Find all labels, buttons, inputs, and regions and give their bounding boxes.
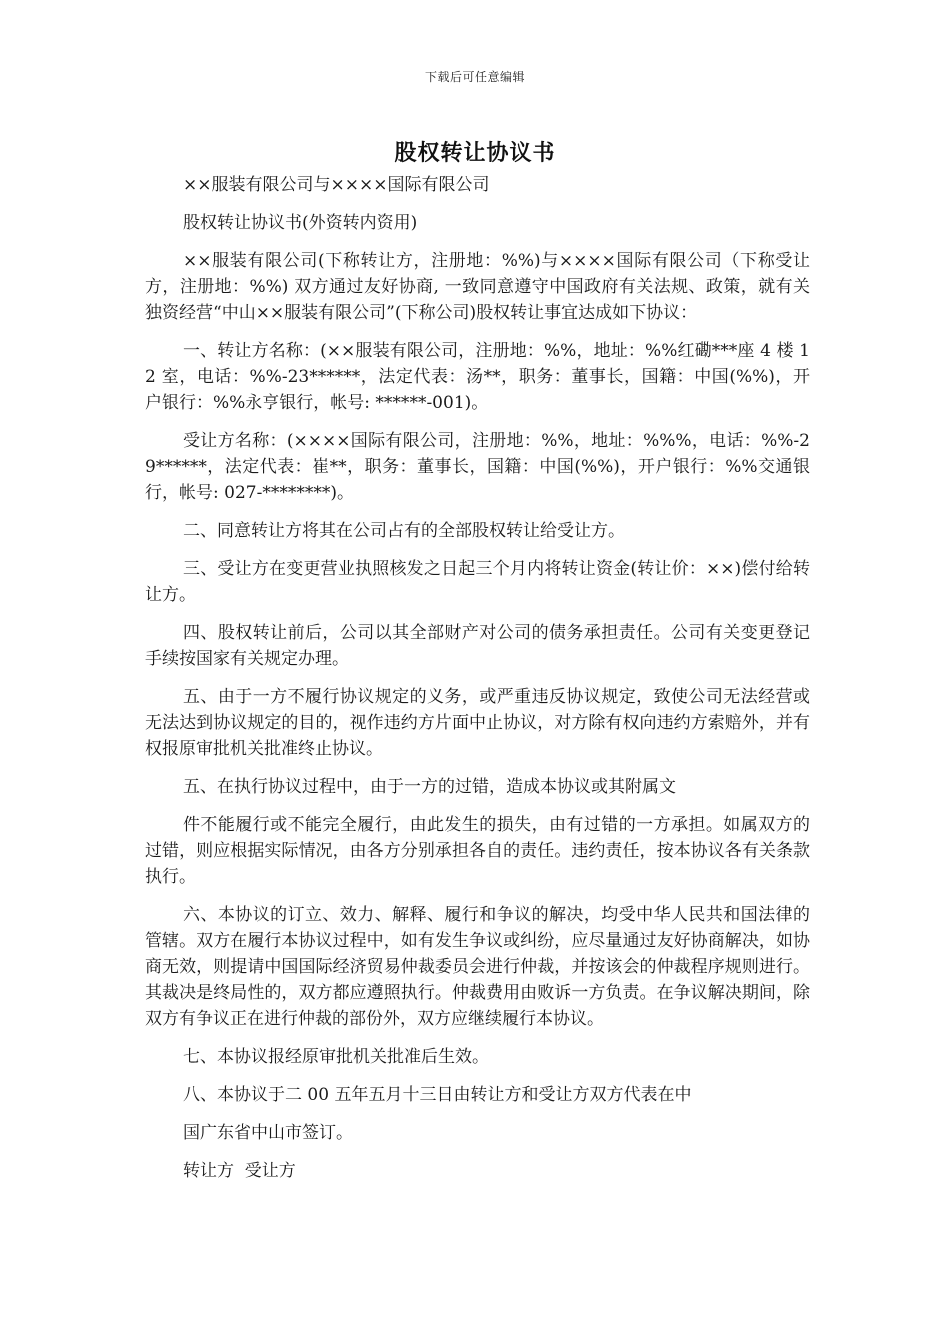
clause-7: 七、本协议报经原审批机关批准后生效。	[183, 1047, 489, 1067]
page-header-note: 下载后可任意编辑	[424, 70, 525, 84]
agreement-subtitle: 股权转让协议书(外资转内资用)	[183, 213, 418, 233]
clause-5b-start: 五、在执行协议过程中，由于一方的过错，造成本协议或其附属文	[183, 777, 676, 797]
clause-6: 六、本协议的订立、效力、解释、履行和争议的解决，均受中华人民共和国法律的管辖。双方在履行本协议过程中，如有发生争议或纠纷，应尽量通过友好协商解决，如协商无效，则提请中国国际经济贸易仲裁委员会进行仲裁，并按该会的仲裁程序规则进行。其裁决是终局性的，双方都应遵照执行。仲裁费用由败诉一方负责。在争议解决期间，除双方有争议正在进行仲裁的部份外，双方应继续履行本协议。	[145, 905, 810, 1029]
document-body	[145, 172, 810, 1196]
document-title: 股权转让协议书	[394, 140, 556, 166]
signature-line: 转让方 受让方	[183, 1161, 296, 1181]
preamble-paragraph: ××服装有限公司(下称转让方，注册地：%%)与××××国际有限公司（下称受让方，注册地：%%) 双方通过友好协商, 一致同意遵守中国政府有关法规、政策，就有关独资经营“中山××服装有限公司”(下称公司)股权转让事宜达成如下协议：	[145, 251, 810, 323]
clause-8-start: 八、本协议于二 00 五年五月十三日由转让方和受让方双方代表在中	[183, 1085, 692, 1105]
clause-8-continued: 国广东省中山市签订。	[183, 1123, 353, 1143]
clause-5a: 五、由于一方不履行协议规定的义务，或严重违反协议规定，致使公司无法经营或无法达到协议规定的目的，视作违约方片面中止协议，对方除有权向违约方索赔外，并有权报原审批机关批准终止协议。	[145, 687, 810, 759]
clause-2: 二、同意转让方将其在公司占有的全部股权转让给受让方。	[183, 521, 625, 541]
clause-3: 三、受让方在变更营业执照核发之日起三个月内将转让资金(转让价：××)偿付给转让方。	[145, 559, 810, 605]
clause-5b-continued: 件不能履行或不能完全履行，由此发生的损失，由有过错的一方承担。如属双方的过错，则应根据实际情况，由各方分别承担各自的责任。违约责任，按本协议各有关条款执行。	[145, 815, 810, 887]
clause-transferor: 一、转让方名称：(××服装有限公司，注册地：%%，地址：%%红磡***座 4 楼 12 室，电话：%%-23******，法定代表：汤**，职务：董事长，国籍：中国(%%)，开户银行：%%永亨银行，帐号: ******-001)。	[145, 341, 810, 413]
parties-line: ××服装有限公司与××××国际有限公司	[183, 175, 490, 195]
clause-4: 四、股权转让前后，公司以其全部财产对公司的债务承担责任。公司有关变更登记手续按国家有关规定办理。	[145, 623, 810, 669]
clause-transferee: 受让方名称：(××××国际有限公司，注册地：%%，地址：%%%，电话：%%-29******，法定代表：崔**，职务：董事长，国籍：中国(%%)，开户银行：%%交通银行，帐号: 027-********)。	[145, 431, 810, 503]
